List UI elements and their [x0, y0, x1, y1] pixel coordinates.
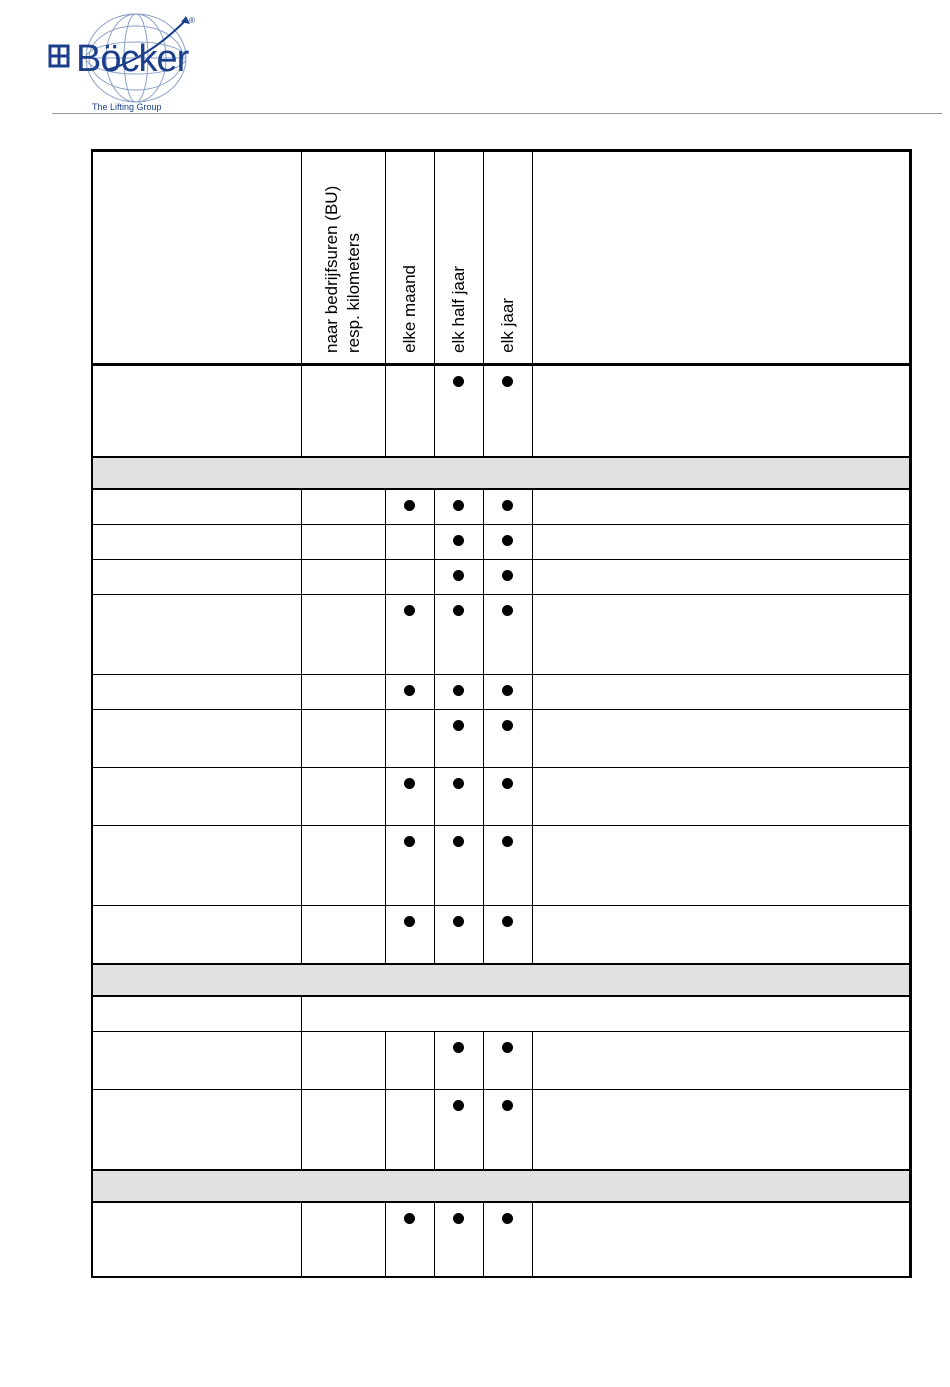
interval-cell [385, 1202, 434, 1277]
filled-circle-icon [502, 605, 513, 616]
interval-cell [434, 560, 483, 595]
filled-circle-icon [453, 720, 464, 731]
section-header-cell [92, 964, 910, 996]
interval-cell [385, 768, 434, 826]
interval-hours-cell [301, 365, 385, 458]
interval-hours-cell [301, 595, 385, 675]
interval-cell [483, 1090, 532, 1171]
filled-circle-icon [453, 1100, 464, 1111]
interval-hours-cell [301, 906, 385, 965]
interval-cell [483, 595, 532, 675]
filled-circle-icon [502, 1213, 513, 1224]
table-row [92, 489, 910, 525]
remarks-cell [532, 1090, 910, 1171]
brand-name: Böcker [76, 38, 189, 80]
filled-circle-icon [404, 836, 415, 847]
interval-cell [434, 675, 483, 710]
header-yearly [483, 151, 532, 365]
table-row [92, 525, 910, 560]
task-cell [92, 525, 301, 560]
filled-circle-icon [404, 916, 415, 927]
filled-circle-icon [502, 376, 513, 387]
interval-hours-cell [301, 768, 385, 826]
interval-cell [434, 595, 483, 675]
interval-cell [483, 1032, 532, 1090]
task-cell [92, 560, 301, 595]
header-interval-hours [301, 151, 385, 365]
interval-cell [434, 1090, 483, 1171]
interval-cell [385, 1032, 434, 1090]
filled-circle-icon [453, 836, 464, 847]
filled-circle-icon [502, 778, 513, 789]
task-cell [92, 1202, 301, 1277]
remarks-cell [532, 560, 910, 595]
interval-cell [434, 1032, 483, 1090]
interval-cell [483, 768, 532, 826]
interval-cell [483, 489, 532, 525]
header-monthly [385, 151, 434, 365]
remarks-cell [532, 525, 910, 560]
interval-hours-cell [301, 826, 385, 906]
remarks-cell [532, 489, 910, 525]
remarks-cell [532, 595, 910, 675]
task-cell [92, 710, 301, 768]
filled-circle-icon [502, 1100, 513, 1111]
interval-cell [385, 675, 434, 710]
interval-hours-cell [301, 710, 385, 768]
interval-cell [385, 710, 434, 768]
table-row [92, 1090, 910, 1171]
remarks-cell [532, 1032, 910, 1090]
header-yearly-label: elk jaar [497, 298, 517, 353]
table-row [92, 595, 910, 675]
section-header-cell [92, 457, 910, 489]
interval-cell [385, 365, 434, 458]
section-row [92, 964, 910, 996]
section-header-cell [92, 1170, 910, 1202]
interval-cell [434, 525, 483, 560]
filled-circle-icon [502, 916, 513, 927]
filled-circle-icon [453, 1042, 464, 1053]
header-interval-hours-label: naar bedrijfsuren (BU) resp. kilometers [322, 185, 363, 353]
table-row [92, 996, 910, 1032]
remarks-cell [532, 365, 910, 458]
interval-cell [434, 710, 483, 768]
interval-hours-cell [301, 1032, 385, 1090]
interval-hours-cell [301, 1090, 385, 1171]
section-row [92, 457, 910, 489]
remarks-cell [532, 826, 910, 906]
table-row [92, 365, 910, 458]
remarks-cell [532, 768, 910, 826]
table-row [92, 560, 910, 595]
merged-cell [301, 996, 910, 1032]
filled-circle-icon [502, 685, 513, 696]
task-cell [92, 595, 301, 675]
interval-hours-cell [301, 489, 385, 525]
interval-hours-cell [301, 675, 385, 710]
interval-cell [483, 710, 532, 768]
task-cell [92, 1090, 301, 1171]
header-half-year [434, 151, 483, 365]
interval-cell [385, 560, 434, 595]
filled-circle-icon [502, 500, 513, 511]
maintenance-schedule-table [91, 149, 912, 1278]
interval-cell [385, 525, 434, 560]
task-cell [92, 906, 301, 965]
section-row [92, 1170, 910, 1202]
interval-cell [434, 1202, 483, 1277]
header-monthly-label: elke maand [399, 265, 419, 353]
filled-circle-icon [453, 685, 464, 696]
registered-mark: ® [189, 16, 195, 25]
filled-circle-icon [404, 500, 415, 511]
table-row [92, 1202, 910, 1277]
filled-circle-icon [453, 570, 464, 581]
interval-cell [483, 525, 532, 560]
table-row [92, 675, 910, 710]
header-remarks-cell [532, 151, 910, 365]
interval-cell [483, 1202, 532, 1277]
filled-circle-icon [502, 535, 513, 546]
header-half-year-label: elk half jaar [448, 266, 468, 353]
task-cell [92, 996, 301, 1032]
task-cell [92, 489, 301, 525]
filled-circle-icon [404, 685, 415, 696]
table-row [92, 826, 910, 906]
interval-cell [434, 826, 483, 906]
remarks-cell [532, 675, 910, 710]
filled-circle-icon [453, 605, 464, 616]
task-cell [92, 768, 301, 826]
header-row [92, 151, 910, 365]
interval-cell [483, 365, 532, 458]
interval-cell [385, 906, 434, 965]
task-cell [92, 826, 301, 906]
filled-circle-icon [453, 376, 464, 387]
interval-hours-cell [301, 1202, 385, 1277]
boecker-logo [46, 10, 216, 114]
interval-cell [385, 826, 434, 906]
header-divider [52, 113, 942, 114]
brand-tagline: The Lifting Group [92, 102, 162, 112]
filled-circle-icon [502, 836, 513, 847]
filled-circle-icon [502, 570, 513, 581]
table-row [92, 906, 910, 965]
interval-cell [483, 826, 532, 906]
table-row [92, 1032, 910, 1090]
interval-cell [483, 906, 532, 965]
interval-cell [385, 595, 434, 675]
filled-circle-icon [453, 1213, 464, 1224]
remarks-cell [532, 710, 910, 768]
interval-hours-cell [301, 525, 385, 560]
filled-circle-icon [453, 535, 464, 546]
interval-cell [434, 906, 483, 965]
interval-cell [483, 675, 532, 710]
filled-circle-icon [453, 916, 464, 927]
table-row [92, 768, 910, 826]
remarks-cell [532, 1202, 910, 1277]
interval-hours-cell [301, 560, 385, 595]
table-row [92, 710, 910, 768]
filled-circle-icon [404, 1213, 415, 1224]
filled-circle-icon [453, 778, 464, 789]
remarks-cell [532, 906, 910, 965]
filled-circle-icon [502, 720, 513, 731]
page-header [0, 0, 950, 120]
interval-cell [434, 489, 483, 525]
header-task-cell [92, 151, 301, 365]
task-cell [92, 365, 301, 458]
interval-cell [434, 365, 483, 458]
interval-cell [385, 1090, 434, 1171]
filled-circle-icon [453, 500, 464, 511]
task-cell [92, 675, 301, 710]
task-cell [92, 1032, 301, 1090]
interval-cell [434, 768, 483, 826]
interval-cell [385, 489, 434, 525]
filled-circle-icon [404, 778, 415, 789]
interval-cell [483, 560, 532, 595]
filled-circle-icon [502, 1042, 513, 1053]
filled-circle-icon [404, 605, 415, 616]
